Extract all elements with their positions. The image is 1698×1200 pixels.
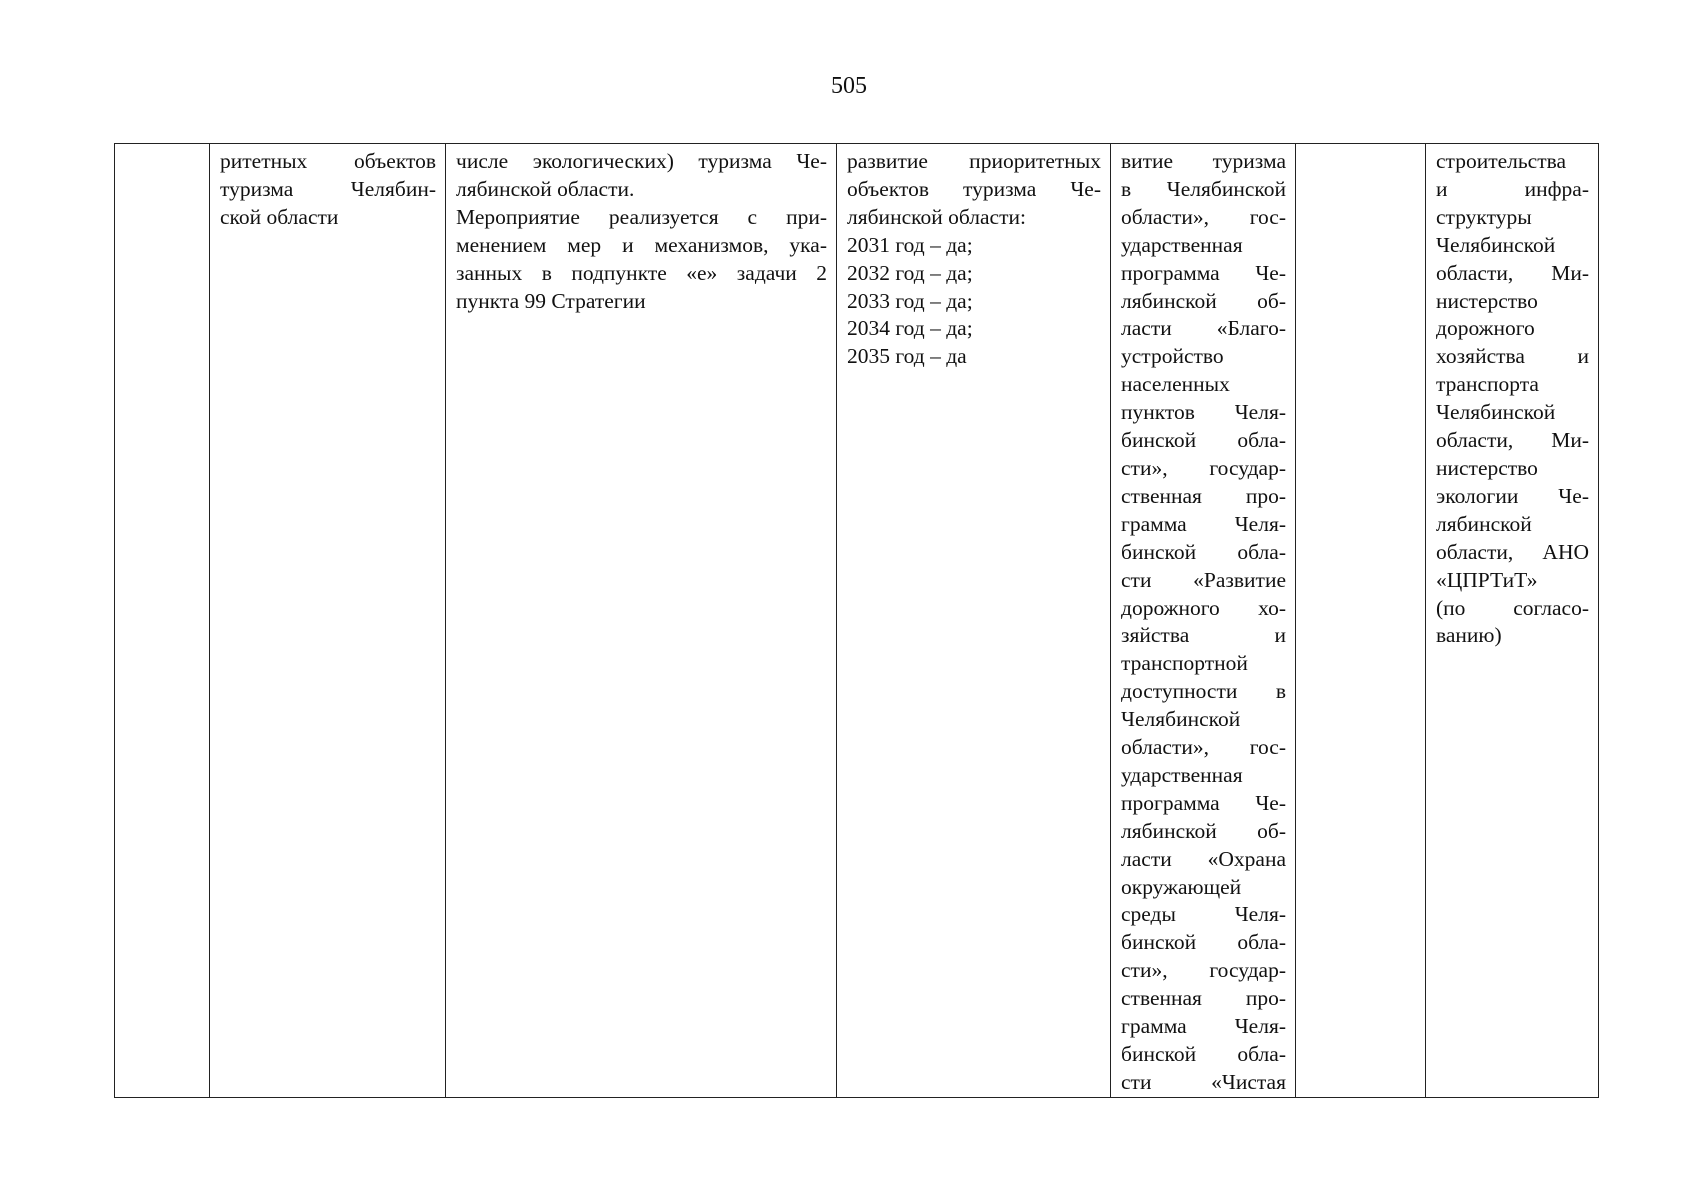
cell-col4	[837, 144, 1111, 1098]
cell-col5	[1111, 144, 1296, 1098]
cell-text-line: сти «Чистая	[1121, 1069, 1286, 1094]
cell-text-line: ударственная	[1121, 232, 1243, 257]
cell-text-line: среды Челя-	[1121, 902, 1286, 927]
cell-text-line: Мероприятие реализуется с при-	[456, 204, 827, 229]
cell-text-line: бинской обла-	[1121, 930, 1286, 955]
cell-text-line: объектов туризма Че-	[847, 176, 1101, 201]
cell-text-line: сти «Развитие	[1121, 567, 1286, 592]
cell-text-line: развитие приоритетных	[847, 149, 1101, 173]
cell-text-line: бинской обла-	[1121, 539, 1286, 564]
document-table	[114, 143, 1599, 1098]
cell-text-line: нистерство	[1436, 455, 1538, 480]
cell-text-line: дорожного	[1436, 316, 1535, 341]
cell-text-line: бинской обла-	[1121, 428, 1286, 453]
cell-text-line: лябинской	[1436, 511, 1532, 536]
cell-text-line: 2032 год – да;	[847, 260, 973, 285]
cell-text-line: лябинской об-	[1121, 288, 1286, 313]
cell-text-line: занных в подпункте «е» задачи 2	[456, 260, 827, 285]
cell-text-line: ударственная	[1121, 762, 1243, 787]
cell-text-line: Челябинской	[1436, 400, 1556, 425]
cell-text-line: лябинской об-	[1121, 818, 1286, 843]
cell-text-line: в Челябинской	[1121, 176, 1286, 201]
cell-text-line: ской области	[220, 204, 339, 229]
cell-text-line: сти», государ-	[1121, 958, 1286, 983]
cell-text-line: области, АНО	[1436, 539, 1589, 564]
cell-text-line: области, Ми-	[1436, 428, 1589, 453]
cell-text-line: структуры	[1436, 204, 1532, 229]
cell-text-line: ритетных объектов	[220, 149, 436, 173]
cell-text-line: лябинской области:	[847, 204, 1026, 229]
cell-text-line: хозяйства и	[1436, 344, 1589, 369]
cell-text-line: окружающей	[1121, 874, 1242, 899]
cell-text-line: менением мер и механизмов, ука-	[456, 232, 827, 257]
cell-text-line: «ЦПРТиТ»	[1436, 567, 1538, 592]
page-number: 505	[831, 73, 867, 99]
cell-text-line: области», гос-	[1121, 204, 1286, 229]
cell-text-line: области, Ми-	[1436, 260, 1589, 285]
cell-text-line: ственная про-	[1121, 483, 1286, 508]
cell-text-line: и инфра-	[1436, 176, 1589, 201]
cell-col2	[210, 144, 446, 1098]
cell-text-line: лябинской области.	[456, 176, 635, 201]
cell-text-line: числе экологических) туризма Че-	[456, 149, 827, 173]
cell-text-line: нистерство	[1436, 288, 1538, 313]
cell-text-line: программа Че-	[1121, 260, 1286, 285]
cell-text-line: доступности в	[1121, 679, 1286, 704]
cell-text-line: Челябинской	[1436, 232, 1556, 257]
table-row	[115, 144, 1599, 1098]
cell-col7	[1426, 144, 1599, 1098]
cell-text-line: зяйства и	[1121, 623, 1286, 648]
cell-text-line: экологии Че-	[1436, 483, 1589, 508]
cell-text-line: грамма Челя-	[1121, 1014, 1286, 1039]
cell-col1	[115, 144, 210, 1098]
cell-text-line: витие туризма	[1121, 149, 1286, 173]
cell-text-line: области», гос-	[1121, 735, 1286, 760]
cell-text-line: туризма Челябин-	[220, 176, 436, 201]
cell-text-line: ственная про-	[1121, 986, 1286, 1011]
cell-text-line: пунктов Челя-	[1121, 400, 1286, 425]
cell-text-line: 2034 год – да;	[847, 316, 973, 341]
cell-text-line: (по согласо-	[1436, 595, 1589, 620]
cell-text-line: ласти «Благо-	[1121, 316, 1286, 341]
cell-text-line: грамма Челя-	[1121, 511, 1286, 536]
cell-text-line: населенных	[1121, 372, 1230, 397]
cell-text-line: сти», государ-	[1121, 455, 1286, 480]
cell-col6	[1296, 144, 1426, 1098]
cell-text-line: 2031 год – да;	[847, 232, 973, 257]
cell-text-line: устройство	[1121, 344, 1224, 369]
cell-text-line: ванию)	[1436, 623, 1502, 648]
cell-text-line: дорожного хо-	[1121, 595, 1286, 620]
cell-text-line: строительства	[1436, 149, 1567, 173]
cell-col3	[446, 144, 837, 1098]
cell-text-line: программа Че-	[1121, 790, 1286, 815]
cell-text-line: Челябинской	[1121, 707, 1241, 732]
cell-text-line: 2033 год – да;	[847, 288, 973, 313]
cell-text-line: бинской обла-	[1121, 1042, 1286, 1066]
cell-text-line: пункта 99 Стратегии	[456, 288, 646, 313]
cell-text-line: транспортной	[1121, 651, 1248, 676]
cell-text-line: 2035 год – да	[847, 344, 967, 369]
cell-text-line: транспорта	[1436, 372, 1539, 397]
cell-text-line: ласти «Охрана	[1121, 846, 1286, 871]
